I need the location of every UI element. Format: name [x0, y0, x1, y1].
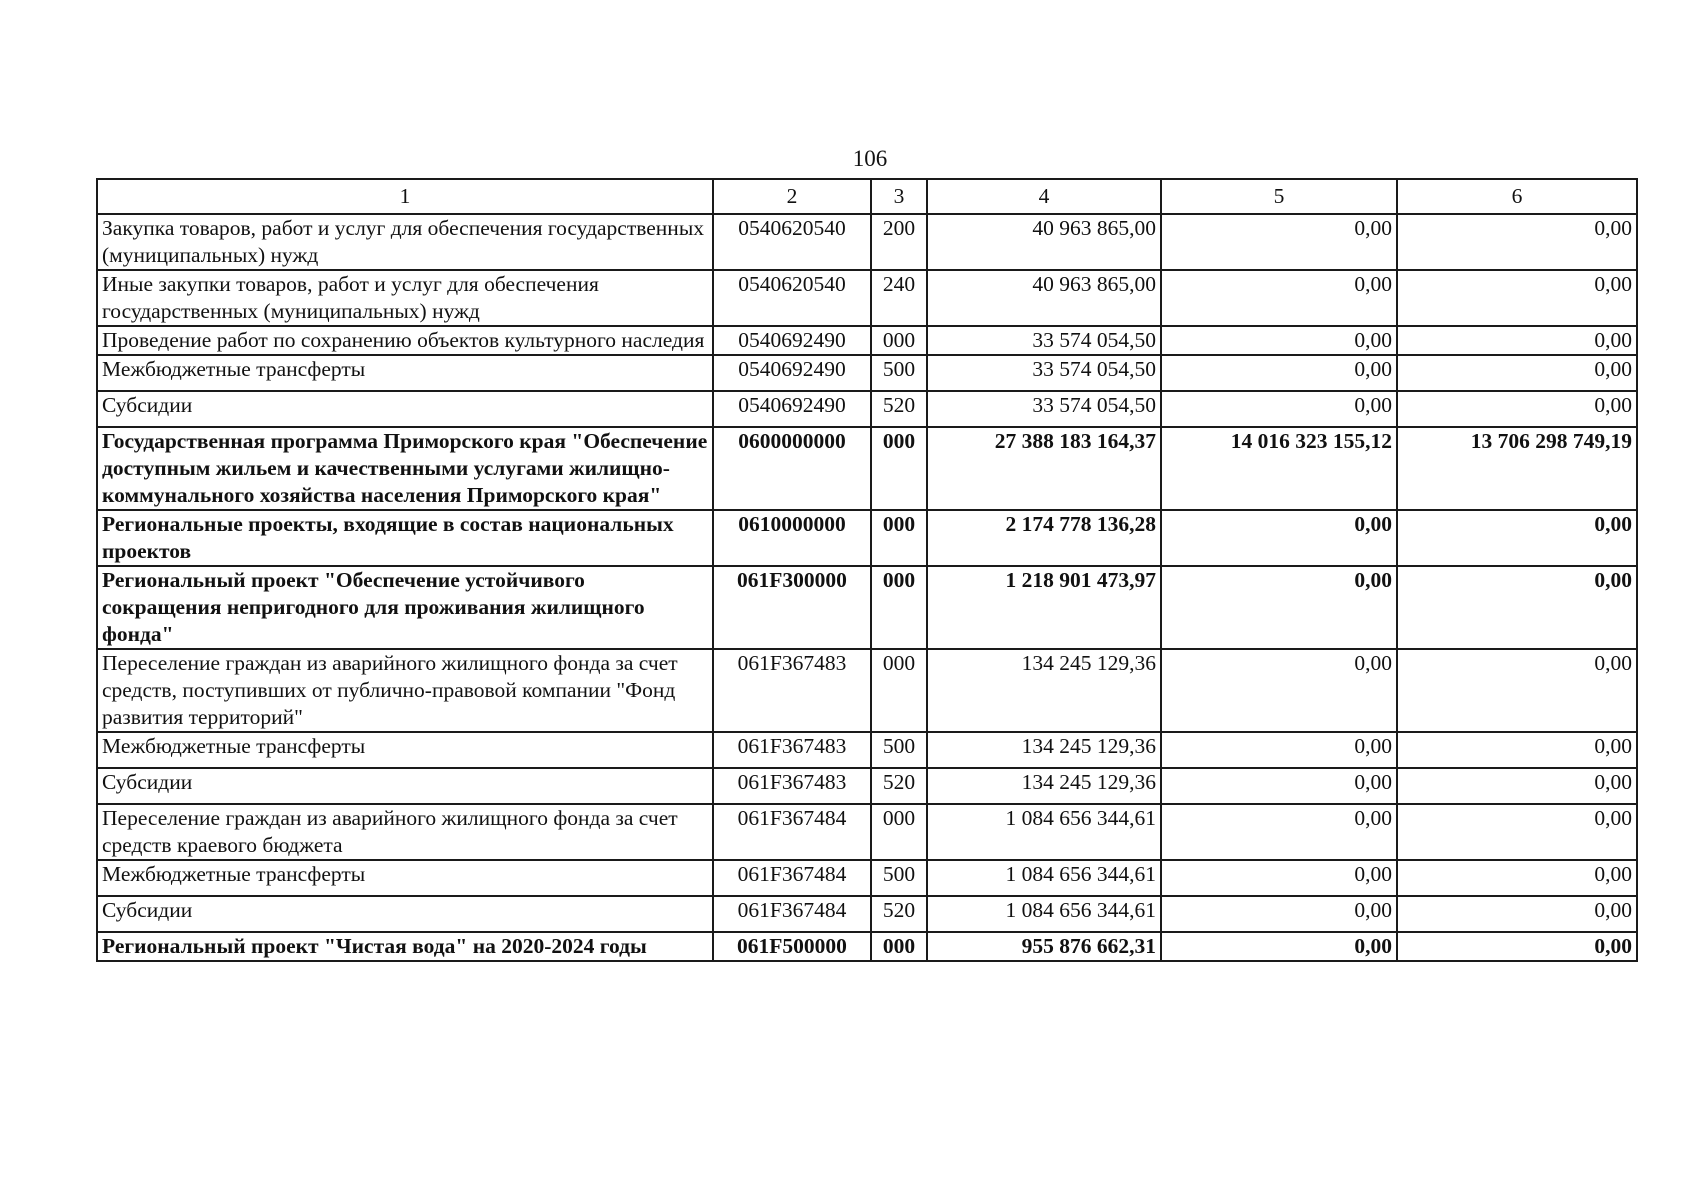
table-row [97, 896, 1637, 932]
table-row [97, 391, 1637, 427]
amount-col4: 40 963 865,00 [927, 270, 1161, 326]
item-name: Субсидии [97, 896, 713, 932]
column-header-2: 2 [713, 179, 871, 214]
target-code: 0540692490 [713, 355, 871, 391]
item-name: Межбюджетные трансферты [97, 860, 713, 896]
expense-type: 240 [871, 270, 927, 326]
amount-col6: 13 706 298 749,19 [1397, 427, 1637, 510]
amount-col6: 0,00 [1397, 804, 1637, 860]
amount-col4: 40 963 865,00 [927, 214, 1161, 270]
expense-type: 000 [871, 326, 927, 355]
amount-col4: 33 574 054,50 [927, 391, 1161, 427]
column-header-1: 1 [97, 179, 713, 214]
amount-col4: 1 084 656 344,61 [927, 804, 1161, 860]
amount-col5: 0,00 [1161, 768, 1397, 804]
table-row [97, 214, 1637, 270]
amount-col5: 0,00 [1161, 804, 1397, 860]
expense-type: 000 [871, 804, 927, 860]
amount-col5: 0,00 [1161, 326, 1397, 355]
amount-col5: 0,00 [1161, 391, 1397, 427]
amount-col6: 0,00 [1397, 566, 1637, 649]
item-name: Переселение граждан из аварийного жилищного фонда за счет средств краевого бюджета [97, 804, 713, 860]
table-body [97, 214, 1637, 961]
amount-col6: 0,00 [1397, 732, 1637, 768]
item-name: Межбюджетные трансферты [97, 355, 713, 391]
item-name: Государственная программа Приморского края "Обеспечение доступным жильем и качественными услугами жилищно-коммунального хозяйства населения Приморского края" [97, 427, 713, 510]
amount-col4: 955 876 662,31 [927, 932, 1161, 961]
amount-col5: 0,00 [1161, 566, 1397, 649]
item-name: Субсидии [97, 391, 713, 427]
item-name: Иные закупки товаров, работ и услуг для обеспечения государственных (муниципальных) нужд [97, 270, 713, 326]
header-row [97, 179, 1637, 214]
amount-col4: 1 084 656 344,61 [927, 896, 1161, 932]
expense-type: 000 [871, 427, 927, 510]
target-code: 0610000000 [713, 510, 871, 566]
table-row [97, 732, 1637, 768]
amount-col6: 0,00 [1397, 270, 1637, 326]
table-row [97, 649, 1637, 732]
table-row [97, 355, 1637, 391]
target-code: 0600000000 [713, 427, 871, 510]
expense-type: 520 [871, 391, 927, 427]
column-header-5: 5 [1161, 179, 1397, 214]
item-name: Региональные проекты, входящие в состав национальных проектов [97, 510, 713, 566]
amount-col6: 0,00 [1397, 649, 1637, 732]
target-code: 0540692490 [713, 326, 871, 355]
amount-col5: 0,00 [1161, 732, 1397, 768]
expense-type: 000 [871, 510, 927, 566]
target-code: 0540620540 [713, 270, 871, 326]
target-code: 061F500000 [713, 932, 871, 961]
table-row [97, 427, 1637, 510]
table-row [97, 932, 1637, 961]
column-header-3: 3 [871, 179, 927, 214]
expense-type: 200 [871, 214, 927, 270]
page-number: 106 [852, 146, 888, 171]
amount-col4: 33 574 054,50 [927, 326, 1161, 355]
amount-col6: 0,00 [1397, 768, 1637, 804]
amount-col4: 134 245 129,36 [927, 732, 1161, 768]
item-name: Переселение граждан из аварийного жилищного фонда за счет средств, поступивших от публично-правовой компании "Фонд развития территорий" [97, 649, 713, 732]
amount-col4: 1 218 901 473,97 [927, 566, 1161, 649]
amount-col4: 2 174 778 136,28 [927, 510, 1161, 566]
amount-col5: 14 016 323 155,12 [1161, 427, 1397, 510]
amount-col6: 0,00 [1397, 214, 1637, 270]
table-row [97, 768, 1637, 804]
amount-col6: 0,00 [1397, 860, 1637, 896]
item-name: Проведение работ по сохранению объектов культурного наследия [97, 326, 713, 355]
amount-col5: 0,00 [1161, 932, 1397, 961]
table-header [97, 179, 1637, 214]
target-code: 061F300000 [713, 566, 871, 649]
target-code: 0540692490 [713, 391, 871, 427]
item-name: Региональный проект "Чистая вода" на 2020-2024 годы [97, 932, 713, 961]
item-name: Субсидии [97, 768, 713, 804]
target-code: 061F367483 [713, 649, 871, 732]
table-row [97, 860, 1637, 896]
amount-col6: 0,00 [1397, 391, 1637, 427]
amount-col4: 134 245 129,36 [927, 768, 1161, 804]
expense-type: 520 [871, 768, 927, 804]
expense-type: 000 [871, 932, 927, 961]
column-header-4: 4 [927, 179, 1161, 214]
amount-col5: 0,00 [1161, 214, 1397, 270]
item-name: Межбюджетные трансферты [97, 732, 713, 768]
table-row [97, 566, 1637, 649]
item-name: Закупка товаров, работ и услуг для обеспечения государственных (муниципальных) нужд [97, 214, 713, 270]
expense-type: 000 [871, 566, 927, 649]
target-code: 061F367484 [713, 896, 871, 932]
amount-col4: 33 574 054,50 [927, 355, 1161, 391]
expense-type: 520 [871, 896, 927, 932]
item-name: Региональный проект "Обеспечение устойчивого сокращения непригодного для проживания жилищного фонда" [97, 566, 713, 649]
amount-col4: 134 245 129,36 [927, 649, 1161, 732]
amount-col6: 0,00 [1397, 896, 1637, 932]
amount-col6: 0,00 [1397, 932, 1637, 961]
amount-col5: 0,00 [1161, 649, 1397, 732]
budget-table [96, 178, 1638, 962]
table-row [97, 804, 1637, 860]
expense-type: 500 [871, 860, 927, 896]
amount-col5: 0,00 [1161, 355, 1397, 391]
amount-col5: 0,00 [1161, 896, 1397, 932]
amount-col6: 0,00 [1397, 326, 1637, 355]
expense-type: 500 [871, 355, 927, 391]
target-code: 061F367483 [713, 768, 871, 804]
target-code: 061F367484 [713, 804, 871, 860]
target-code: 061F367484 [713, 860, 871, 896]
table-row [97, 326, 1637, 355]
target-code: 061F367483 [713, 732, 871, 768]
amount-col5: 0,00 [1161, 510, 1397, 566]
amount-col4: 27 388 183 164,37 [927, 427, 1161, 510]
target-code: 0540620540 [713, 214, 871, 270]
amount-col6: 0,00 [1397, 355, 1637, 391]
column-header-6: 6 [1397, 179, 1637, 214]
table-row [97, 510, 1637, 566]
table-row [97, 270, 1637, 326]
expense-type: 500 [871, 732, 927, 768]
amount-col5: 0,00 [1161, 270, 1397, 326]
amount-col5: 0,00 [1161, 860, 1397, 896]
amount-col6: 0,00 [1397, 510, 1637, 566]
expense-type: 000 [871, 649, 927, 732]
amount-col4: 1 084 656 344,61 [927, 860, 1161, 896]
